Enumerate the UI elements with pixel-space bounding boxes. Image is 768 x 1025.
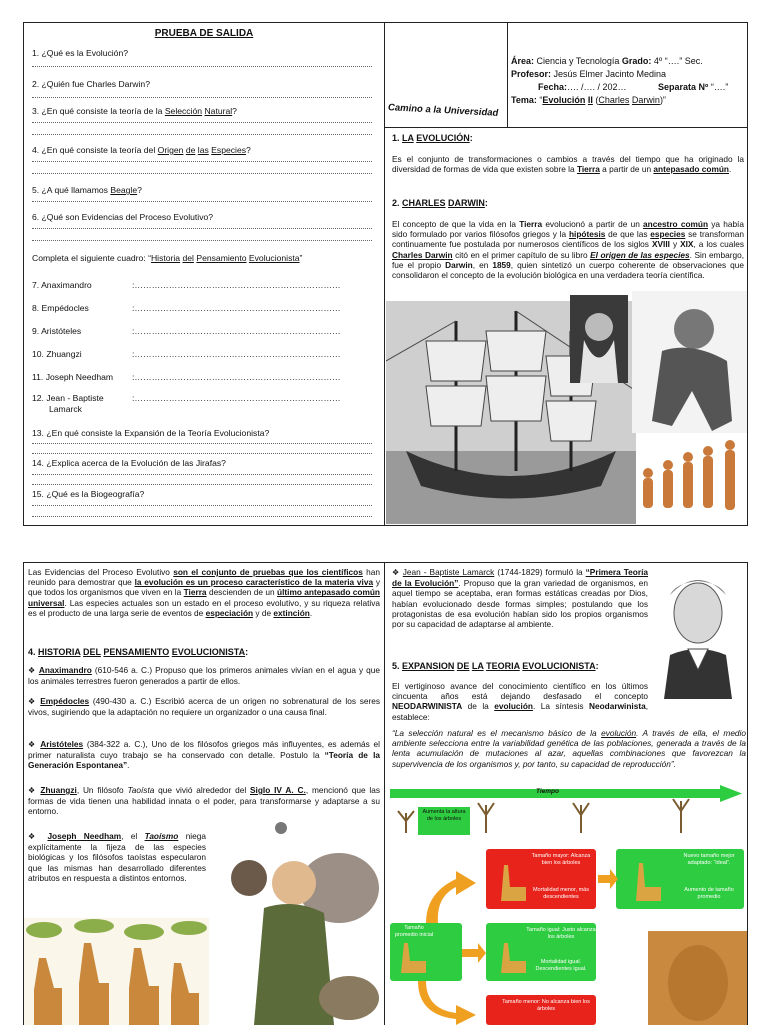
diagram-label-aumento: Aumento de tamaño promedio [684,887,734,900]
question-10: 10. Zhuangzi [32,349,82,359]
answer-field-11[interactable]: :……………………………………………………………… [132,372,341,382]
section-4-title: EVOLUCIONISTA [171,647,246,657]
lamarck-portrait [650,565,746,699]
evidencias-span: . [309,607,313,618]
profesor-line [511,69,666,81]
section-1-text [392,154,744,174]
question-4-text: 4. ¿En qué consiste la teoría del [32,145,158,155]
darwin-animals-illustration [209,818,381,1025]
answer-line[interactable] [32,505,372,506]
answer-line[interactable] [32,173,372,174]
profesor-value: Jesús Elmer Jacinto Medina [551,69,667,79]
fecha-value: …. /…. / 202… [567,82,627,92]
answer-line[interactable] [32,453,372,454]
section-4-heading [28,647,248,657]
bullet-text: (610-546 a. C.) Propuso que los primeros animales vivían en el agua y que los animales terrestres fueron generados a partir de ellos. [28,665,380,687]
portrait-icon [570,295,628,383]
grado-label: Grado: [621,56,652,66]
section-2-span: de que las [605,229,651,240]
area-label: Área: [511,56,535,66]
answer-line[interactable] [32,161,372,162]
section-4-title: PENSAMIENTO [103,647,170,657]
section-1-span: . [729,164,732,175]
question-5-text: ? [137,185,142,195]
table-instruction-text: Completa el siguiente cuadro: “ [32,253,151,263]
tema-term: Evolución [542,95,586,105]
diagram-label-igual: Tamaño igual: Justo alcanza los árboles [526,927,596,940]
separata-value: “….” [708,82,729,92]
evidencias-term: son el conjunto de pruebas que los científicos [173,567,363,577]
question-4-text: ? [246,145,251,155]
section-1-title: LA [402,133,414,143]
evidencias-span: y que todos los organismos que viven en la [28,577,380,598]
section-5-heading [392,661,599,671]
answer-line[interactable] [32,443,372,444]
question-4-term: las [197,145,209,155]
bullet-needham [28,831,206,883]
answer-field-10[interactable]: :……………………………………………………………… [132,349,341,359]
question-4-term: de [185,145,196,155]
section-2-span: citó en el primer capítulo de su libro [452,249,591,260]
evidencias-span: han reunido para demostrar que [28,567,380,588]
bullet-text: . [127,760,130,771]
section-2-span: , en [472,259,493,270]
section-5-span: . La síntesis [532,701,589,712]
philosopher-name: Jean - Baptiste Lamarck [402,567,495,577]
philosopher-name: Empédocles [40,696,90,706]
neodarwinist-quote [392,728,746,769]
question-3-term: Selección [164,106,203,116]
bullet-emphasis: Siglo IV A. C. [249,785,306,795]
tema-text: )” [659,95,666,105]
giraffe-icon [24,918,209,1025]
worksheet-page-2 [23,562,748,1025]
bullet-text: (384-322 a. C.), Uno de los filósofos griegos más influyentes, es además el primer naturalista cuyo trabajo se ha conservado con detalle. Postulo la [28,739,380,761]
answer-field-9[interactable]: :……………………………………………………………… [132,326,341,336]
evidencias-term: especiación [205,607,254,618]
section-1-span: a partir de un [599,164,654,175]
section-2-title: CHARLES [402,198,446,208]
answer-line[interactable] [32,201,372,202]
section-5-term: NEODARWINISTA [392,701,463,712]
diagram-label-menor: Tamaño menor: No alcanza bien los árboles [502,999,590,1012]
section-2-span: , quien sintetizó un cuerpo coherente de observaciones que consolidaron el concepto de la evolución biológica en una verdadera teoría científica. [392,259,744,281]
answer-field-8[interactable]: :……………………………………………………………… [132,303,341,313]
table-instruction-term: Evolucionista [248,253,300,263]
section-2-span: . Sin embargo, fue el propio [392,249,744,270]
header-info-box [508,23,747,128]
answer-line[interactable] [32,97,372,98]
question-8: 8. Empédocles [32,303,89,313]
question-7: 7. Anaximandro [32,280,92,290]
tema-text: ( [592,95,599,105]
section-5-span: El vertiginoso avance del conocimiento científico en los últimos cincuenta años está dejando desfasado el concepto [392,681,648,702]
separata-line [658,82,728,94]
section-5-colon: : [595,661,599,671]
giraffes-illustration [24,918,209,1025]
question-9: 9. Aristóteles [32,326,82,336]
diagram-label-mayor: Tamaño mayor: Alcanza bien los árboles [531,853,591,866]
diamond-bullet-icon: ❖ [28,832,48,841]
question-2: 2. ¿Quién fue Charles Darwin? [32,79,150,89]
table-instruction-text: ” [299,253,303,263]
diagram-label-aumenta: Aumenta la altura de los árboles [422,809,466,822]
question-6: 6. ¿Qué son Evidencias del Proceso Evolutivo? [32,212,214,222]
bullet-text: (490-430 a. C.) Escribió acerca de un origen no sobrenatural de los seres vivos, sugiriendo que la adaptación no requiere un organizador o una causa final. [28,696,380,718]
ape-icon [632,291,747,433]
question-13: 13. ¿En qué consiste la Expansión de la Teoría Evolucionista? [32,428,270,438]
natural-selection-diagram [386,783,747,1025]
tema-term: Charles [598,95,630,105]
section-2-term: hipótesis [568,229,606,240]
bullet-text: , Un filósofo [76,785,128,795]
separata-label: Separata Nº [658,82,709,92]
quiz-title: PRUEBA DE SALIDA [154,28,254,39]
section-2-span: se transforman continuamente fue postulada por numerosos científicos de los siglos [392,229,744,250]
quote-term: evolución [601,728,637,738]
evidencias-span: . Las especies actuales son un estado en el proceso evolutivo, y su riqueza relativa es el producto de una larga serie de eventos de [28,597,380,618]
question-3 [32,106,237,117]
evidencias-term: la evolución es un proceso característico de la materia viva [134,577,374,588]
grado-value: 4º “….” Sec. [651,56,703,66]
section-5-number: 5. [392,661,403,671]
tema-term: II [587,95,593,105]
section-2-term: XVIII [651,239,670,250]
bullet-text: (1744-1829) formuló la [494,567,586,577]
section-5-term: Neodarwinista [588,701,646,712]
bullet-anaximandro [28,665,380,686]
section-1-colon: : [469,133,473,143]
section-2-span: evolucionó a partir de un [542,219,644,229]
section-2-span: ya había sido formulado por varios filósofos griegos y la [392,219,744,240]
question-3-text: ? [232,106,237,116]
column-divider [384,563,385,1025]
table-instruction [32,253,302,264]
portrait-icon [650,565,746,699]
diagram-label-promedio: Tamaño promedio inicial [394,925,434,938]
bullet-emphasis: “Teoría de la Generación Espontanea” [28,750,380,771]
human-evolution-illustration [636,433,747,524]
section-2-text [392,219,744,280]
section-1-term: Tierra [576,164,600,175]
darwin-animals-icon [209,818,381,1025]
answer-line[interactable] [32,516,372,517]
header-logo-box [385,23,508,128]
bullet-emphasis: Taoísmo [144,831,179,841]
section-2-term: El origen de las especies [590,249,690,260]
section-2-term: Darwin [445,259,473,270]
section-2-colon: : [484,198,488,208]
question-12: 12. Jean - Baptiste [32,393,104,403]
section-1-title: EVOLUCIÓN [416,133,470,143]
answer-field-7[interactable]: :……………………………………………………………… [132,280,341,290]
darwin-portrait [570,295,628,383]
diamond-bullet-icon: ❖ [392,568,403,577]
evidencias-span: Las Evidencias del Proceso Evolutivo [28,567,174,577]
answer-field-12[interactable]: :……………………………………………………………… [132,393,341,403]
diagram-label-mortalidad-menor: Mortalidad menor, más descendientes [533,887,589,900]
section-2-term: 1859 [492,259,511,270]
bullet-empedocles [28,696,380,717]
question-4 [32,145,251,156]
answer-line[interactable] [32,134,372,135]
darwin-ape-caricature [632,291,747,433]
evidencias-term: último antepasado común universal [28,587,380,608]
tema-label: Tema: [511,95,537,105]
bullet-emphasis: Taoísta [127,785,155,795]
fecha-label: Fecha: [538,82,568,92]
worksheet-page-1 [23,22,748,526]
table-instruction-term: Historia [150,253,181,263]
section-5-title: EXPANSION [402,661,455,671]
question-4-term: Especies [211,145,247,155]
diagram-label-nuevo: Nuevo tamaño mejor adaptado: “ideal”. [683,853,735,866]
table-instruction-term: Pensamiento [196,253,247,263]
logo-text: Camino a la Universidad [388,102,499,119]
section-2-term: ancestro común [643,219,709,229]
evidencias-span: y de [253,607,274,618]
section-2-term: Tierra [519,219,543,229]
area-value: Ciencia y Tecnología [534,56,622,66]
tema-line [511,95,666,107]
profesor-label: Profesor: [511,69,552,79]
fecha-line [538,82,627,94]
evidencias-term: Tierra [183,587,207,598]
answer-line[interactable] [32,240,372,241]
section-5-span: de la [462,701,495,712]
section-2-title: DARWIN [448,198,485,208]
diamond-bullet-icon: ❖ [28,786,41,795]
question-15: 15. ¿Qué es la Biogeografía? [32,489,145,499]
question-11: 11. Joseph Needham [32,372,114,382]
quote-span: “La selección natural es el mecanismo básico de la [392,728,602,738]
answer-line[interactable] [32,484,372,485]
bullet-aristoteles [28,739,380,771]
bullet-zhuangzi [28,785,380,817]
section-2-term: especies [650,229,686,240]
section-4-number: 4. [28,647,39,657]
diamond-bullet-icon: ❖ [28,666,39,675]
bullet-text: que vivió alrededor del [154,785,250,795]
question-5 [32,185,142,196]
question-5-term: Beagle [110,185,138,195]
question-12-cont: Lamarck [49,404,82,414]
answer-line[interactable] [32,66,372,67]
question-4-term: Origen [157,145,184,155]
diamond-bullet-icon: ❖ [28,697,41,706]
section-2-span: El concepto de que la vida en la [392,219,520,229]
lamarck-paragraph [392,567,648,629]
section-5-title: TEORIA [486,661,520,671]
answer-line[interactable] [32,474,372,475]
tema-term: Darwin [631,95,660,105]
section-4-title: DEL [83,647,101,657]
section-1-heading [392,133,473,143]
section-2-term: Charles Darwin [392,249,453,260]
evidencias-term: extinción [273,607,310,618]
section-5-term: evolución [494,701,533,712]
evolution-figures-icon [636,433,747,524]
answer-line[interactable] [32,122,372,123]
question-3-term: Natural [204,106,233,116]
question-1: 1. ¿Qué es la Evolución? [32,48,129,58]
bullet-text: . Propuso que la gran variedad de organismos, en aquel tiempo se aceptaba, eran formas estáticas creadas por Dios, habían evolucionado desde formas simples; postulando que los protagonistas de esa evolución habían sido los propios organismos por su capacidad de adaptarse al ambiente. [392,578,648,630]
area-line [511,56,703,68]
philosopher-name: Joseph Needham [47,831,122,841]
section-4-title: HISTORIA [38,647,81,657]
table-instruction-term: del [182,253,194,263]
section-1-term: antepasado común [653,164,729,175]
diamond-bullet-icon: ❖ [28,740,41,749]
evidencias-paragraph [28,567,380,618]
diagram-label-mortalidad-igual: Mortalidad igual. Descendientes igual. [535,959,587,972]
section-1-number: 1. [392,133,403,143]
bullet-text: , mencionó que las formas de vida tienen una habilidad innata o el poder, para transformarse y adaptarse a su entorno. [28,785,380,817]
question-5-text: 5. ¿A qué llamamos [32,185,111,195]
section-2-span: y [669,239,681,250]
section-5-paragraph [392,681,648,722]
section-5-title: LA [471,661,484,671]
philosopher-name: Aristóteles [40,739,84,749]
section-1-span: Es el conjunto de transformaciones o cambios a través del tiempo que ha originado la diversidad de formas de vida que existen sobre la [392,154,744,175]
section-5-span: , establece: [392,701,649,722]
quote-span: . A través de ella, el medio ambiente selecciona entre la variabilidad genética de las poblaciones, generada a través de la lenta acumulación de mutaciones al azar, aquellas combinaciones que favorezcan la supervivencia de los organismos y, por tanto, su capacidad de reproducción”. [392,728,746,769]
bullet-text: niega explícitamente la fijeza de las especies biológicas y los filósofos taoístas especularon que las mismas han desarrollado diferentes atributos en respuesta a distintos entornos. [28,831,206,883]
tema-text: “ [536,95,543,105]
bullet-text: , el [121,831,145,841]
tiempo-label: Tiempo [536,788,559,795]
evidencias-span: descienden de un [206,587,278,598]
section-2-number: 2. [392,198,403,208]
question-14: 14. ¿Explica acerca de la Evolución de las Jirafas? [32,458,226,468]
section-5-title: EVOLUCIONISTA [522,661,596,671]
answer-line[interactable] [32,228,372,229]
section-2-span: , a los cuales [693,239,744,250]
bullet-emphasis: “Primera Teoría de la Evolución” [392,567,648,589]
question-3-text: 3. ¿En qué consiste la teoría de la [32,106,165,116]
philosopher-name: Zhuangzi [40,785,77,795]
section-5-title: DE [456,661,470,671]
section-2-heading [392,198,488,208]
section-4-colon: : [245,647,249,657]
philosopher-name: Anaximandro [38,665,92,675]
section-2-term: XIX [680,239,694,250]
